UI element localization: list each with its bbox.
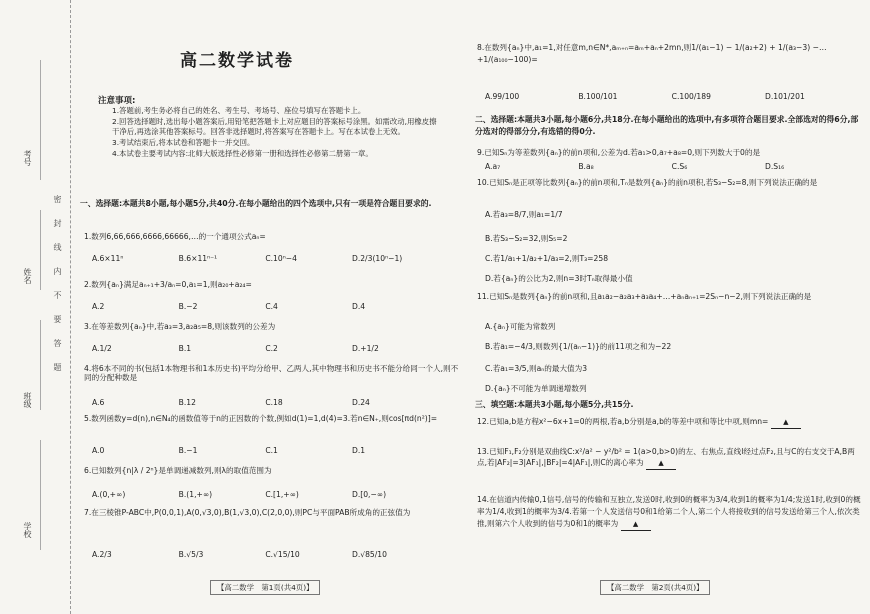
option: B.100/101: [578, 92, 618, 101]
note-item: 3.考试结束后,将本试卷和答题卡一并交回。: [112, 138, 255, 148]
question-3-options: [92, 344, 432, 353]
question-12: [477, 416, 861, 429]
option: D.1: [351, 446, 366, 455]
question-10: 10.已知Sₙ是正项等比数列{aₙ}的前n项和,Tₙ是数列{aₙ}的前n项积,若S₃−S₂=8,则下列说法正确的是: [477, 178, 818, 187]
option: A.0: [92, 446, 105, 455]
question-8-options: [485, 92, 845, 101]
section-3-heading: 三、填空题:本题共3小题,每小题5分,共15分.: [475, 400, 634, 409]
question-11-option-a: A.{aₙ}可能为常数列: [485, 322, 556, 331]
notes-list: [98, 106, 438, 160]
option: B.√5/3: [178, 550, 204, 559]
option: A.6: [92, 398, 105, 407]
question-14: [477, 494, 861, 531]
binding-warning: 密 封 线 内 不 要 答 题: [53, 195, 62, 371]
section-1-heading: 一、选择题:本题共8小题,每小题5分,共40分.在每小题给出的四个选项中,只有一项是符合题目要求的.: [80, 199, 432, 208]
option: D.2/3(10ⁿ−1): [351, 254, 403, 263]
question-13: [477, 446, 861, 470]
option: A.a₇: [485, 162, 501, 171]
option: D.[0,−∞): [351, 490, 387, 499]
question-9-options: [485, 162, 845, 171]
option: C.4: [265, 302, 278, 311]
option: A.2/3: [92, 550, 112, 559]
page-footer-left: 【高二数学 第1页(共4页)】: [210, 580, 320, 595]
option: C.2: [265, 344, 278, 353]
binding-label-school: 学校: [23, 522, 32, 538]
answer-blank: [771, 416, 801, 429]
option: C.100/189: [671, 92, 711, 101]
question-6-options: [92, 490, 432, 499]
note-item: 4.本试卷主要考试内容:北师大版选择性必修第一册和选择性必修第二册第一章。: [112, 148, 373, 158]
option: C.10ⁿ−4: [265, 254, 297, 263]
option: D.S₁₆: [764, 162, 785, 171]
option: B.6×11ⁿ⁻¹: [178, 254, 218, 263]
question-5-options: [92, 446, 432, 455]
exam-title: 高二数学试卷: [180, 51, 294, 71]
blank-triangle: ▲: [658, 459, 664, 468]
option: A.6×11ⁿ: [92, 254, 124, 263]
question-11: 11.已知Sₙ是数列{aₙ}的前n项和,且a₁a₂−a₂a₃+a₃a₄+…+aₙaₙ₊₁=2Sₙ−n−2,则下列说法正确的是: [477, 292, 812, 301]
binding-line: [40, 60, 41, 180]
question-10-option-d: D.若{aₙ}的公比为2,则n=3时Tₙ取得最小值: [485, 274, 633, 283]
section-2-heading: 二、选择题:本题共3小题,每小题6分,共18分.在每小题给出的选项中,有多项符合题目要求.全部选对的得6分,部分选对的得部分分,有选错的得0分.: [475, 115, 859, 136]
option: A.(0,+∞): [92, 490, 126, 499]
question-12-text: 12.已知a,b是方程x²−6x+1=0的两根,若a,b分别是a,b的等差中项和等比中项,则mn=: [477, 417, 769, 426]
option: D.24: [351, 398, 370, 407]
question-7-options: [92, 550, 432, 559]
binding-label-class: 班级: [23, 392, 32, 408]
question-10-option-c: C.若1/a₁+1/a₂+1/a₃=2,则T₃=258: [485, 254, 609, 263]
option: C.18: [265, 398, 283, 407]
option: D.101/201: [764, 92, 805, 101]
option: B.(1,+∞): [178, 490, 213, 499]
option: A.1/2: [92, 344, 112, 353]
question-9: 9.已知Sₙ为等差数列{aₙ}的前n项和,公差为d.若a₁>0,a₇+a₈=0,则下列数大于0的是: [477, 148, 761, 157]
question-2-options: [92, 302, 432, 311]
question-3: 3.在等差数列{aₙ}中,若a₃=3,a₂a₅=8,则该数列的公差为: [84, 322, 276, 331]
binding-label-id: 考号: [23, 150, 32, 166]
question-5: 5.数列函数y=d(n),n∈N₄的函数值等于n的正因数的个数,例如d(1)=1,d(4)=3.若n∈N₊,则cos[πd(n²)]=: [84, 414, 438, 423]
question-13-text: 13.已知F₁,F₂分别是双曲线C:x²/a² − y²/b² = 1(a>0,b>0)的左、右焦点,直线l经过点F₂,且与C的右支交于A,B两点,若|AF₂|=3|AF₁|,|BF₂|=4|AF₁|,则C的离心率为: [477, 447, 855, 468]
question-11-option-d: D.{aₙ}不可能为单调递增数列: [485, 384, 587, 393]
note-item: 1.答题前,考生务必将自己的姓名、考生号、考场号、座位号填写在答题卡上。: [112, 106, 366, 115]
blank-triangle: ▲: [632, 520, 639, 529]
question-4: 4.将6本不同的书(包括1本物理书和1本历史书)平均分给甲、乙两人,其中物理书和历史书不能分给同一个人,则不同的分配种数是: [84, 364, 459, 383]
question-2: 2.数列{aₙ}满足aₙ₊₁+3/aₙ=0,a₁=1,则a₂₀+a₂₄=: [84, 280, 252, 289]
question-4-options: [92, 398, 432, 407]
question-7: 7.在三棱锥P-ABC中,P(0,0,1),A(0,√3,0),B(1,√3,0),C(2,0,0),则PC与平面PAB所成角的正弦值为: [84, 508, 411, 517]
question-11-option-c: C.若a₁=3/5,则aₙ的最大值为3: [485, 364, 588, 373]
binding-strip: [0, 0, 71, 614]
question-6: 6.已知数列{n|λ / 2ⁿ}是单调递减数列,则λ的取值范围为: [84, 466, 272, 475]
option: A.2: [92, 302, 105, 311]
option: B.−2: [178, 302, 198, 311]
option: C.√15/10: [265, 550, 300, 559]
option: B.1: [178, 344, 192, 353]
binding-label-name: 姓名: [23, 268, 32, 284]
answer-blank: [621, 518, 651, 531]
option: C.[1,+∞): [265, 490, 299, 499]
question-11-option-b: B.若a₁=−4/3,则数列{1/(aₙ−1)}的前11项之和为−22: [485, 342, 672, 351]
binding-line: [40, 320, 41, 410]
question-10-option-a: A.若a₃=8/7,则a₁=1/7: [485, 210, 563, 219]
answer-blank: [646, 457, 676, 470]
question-1: 1.数列6,66,666,6666,66666,…的一个通项公式aₙ=: [84, 232, 266, 241]
question-10-option-b: B.若S₃−S₂=32,则S₅=2: [485, 234, 568, 243]
question-1-options: [92, 254, 432, 263]
question-14-text: 14.在信道内传输0,1信号,信号的传输和互独立,发送0时,收到0的概率为3/4,收到1的概率为1/4;发送1时,收到0的概率为1/4,收到1的概率为3/4.若第一个人发送信号0和1给第二个人,第二个人将接收到的信号发送给第三个人,依次类推,则第六个人收到的信号为0和1的概率为: [477, 495, 861, 529]
option: C.S₆: [671, 162, 688, 171]
option: B.a₈: [578, 162, 594, 171]
question-8: 8.在数列{aₙ}中,a₁=1,对任意m,n∈N*,aₘ₊ₙ=aₘ+aₙ+2mn,则1/(a₁−1) − 1/(a₂+2) + 1/(a₃−3) −…+1/(a₁₀₀−100)=: [477, 43, 827, 65]
blank-triangle: ▲: [783, 418, 789, 426]
option: D.4: [351, 302, 366, 311]
option: B.−1: [178, 446, 198, 455]
option: D.+1/2: [351, 344, 379, 353]
page-footer-right: 【高二数学 第2页(共4页)】: [600, 580, 710, 595]
option: A.99/100: [485, 92, 520, 101]
binding-line: [40, 210, 41, 290]
option: B.12: [178, 398, 196, 407]
binding-line: [40, 440, 41, 550]
note-item: 2.回答选择题时,选出每小题答案后,用铅笔把答题卡上对应题目的答案标号涂黑。如需改动,用橡皮擦干净后,再选涂其他答案标号。回答非选择题时,将答案写在答题卡上。写在本试卷上无效。: [112, 116, 437, 137]
notes-heading: 注意事项:: [98, 96, 136, 106]
option: C.1: [265, 446, 278, 455]
option: D.√85/10: [351, 550, 387, 559]
